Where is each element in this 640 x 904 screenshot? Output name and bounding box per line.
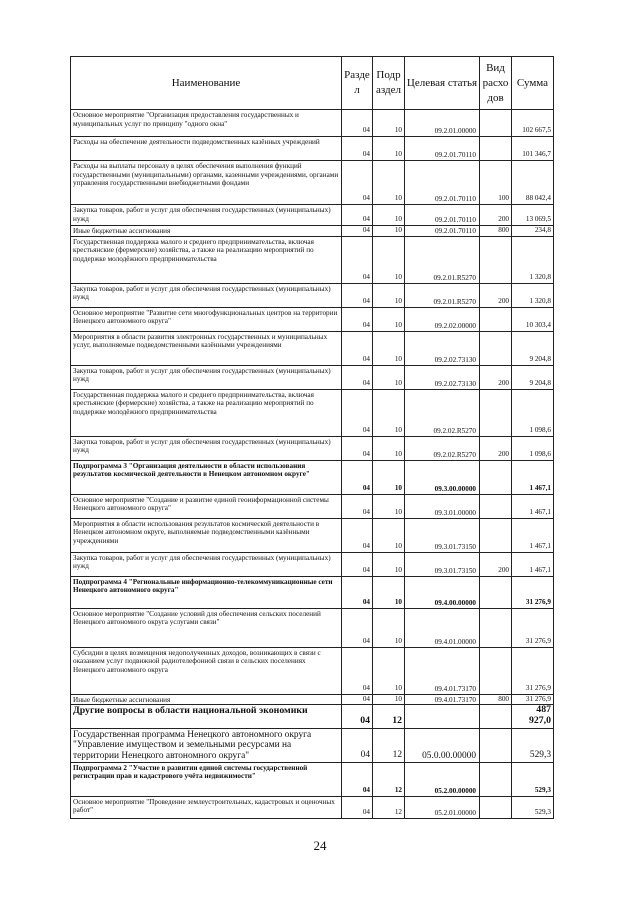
table-row xyxy=(71,705,554,729)
table-row xyxy=(71,762,554,796)
cell-amount: 1 467,1 xyxy=(512,552,554,576)
cell-subsection: 10 xyxy=(373,205,405,226)
cell-target: 09.3.01.73150 xyxy=(405,552,480,576)
cell-name: Субсидии в целях возмещения недополученных доходов, возникающих в связи с оказанием услуг подвижной радиотелефонной связи в сельских поселениях Ненецкого автономного округа xyxy=(71,647,342,694)
cell-subsection: 12 xyxy=(373,796,405,818)
cell-name: Государственная программа Ненецкого автономного округа "Управление имуществом и земельными ресурсами на территории Ненецкого автономного округа" xyxy=(71,728,342,762)
cell-target: 09.2.01.R5270 xyxy=(405,236,480,283)
cell-name: Другие вопросы в области национальной экономики xyxy=(71,705,342,729)
cell-section: 04 xyxy=(342,365,373,389)
cell-section: 04 xyxy=(342,236,373,283)
table-header-row xyxy=(71,57,554,110)
cell-name: Расходы на выплаты персоналу в целях обеспечения выполнения функций государственными (муниципальными) органами, казенными учреждениями, органами управления государственными внебюджетными фондами xyxy=(71,161,342,205)
cell-section: 04 xyxy=(342,796,373,818)
cell-subsection: 10 xyxy=(373,331,405,365)
table-row xyxy=(71,137,554,161)
cell-type xyxy=(480,728,512,762)
cell-section: 04 xyxy=(342,494,373,518)
cell-section: 04 xyxy=(342,205,373,226)
cell-amount: 101 346,7 xyxy=(512,137,554,161)
cell-name: Подпрограмма 3 "Организация деятельности в области использования результатов космической деятельности в Ненецком автономном округе" xyxy=(71,460,342,494)
cell-amount: 10 303,4 xyxy=(512,307,554,331)
table-row xyxy=(71,110,554,137)
table-row xyxy=(71,236,554,283)
cell-section: 04 xyxy=(342,137,373,161)
table-row xyxy=(71,283,554,307)
cell-type xyxy=(480,647,512,694)
cell-amount: 1 320,8 xyxy=(512,236,554,283)
cell-subsection: 10 xyxy=(373,494,405,518)
cell-type xyxy=(480,137,512,161)
cell-section: 04 xyxy=(342,226,373,237)
cell-section: 04 xyxy=(342,283,373,307)
table-row xyxy=(71,389,554,436)
table-row xyxy=(71,436,554,460)
cell-subsection: 10 xyxy=(373,283,405,307)
table-row xyxy=(71,647,554,694)
cell-name: Основное мероприятие "Создание и развитие единой геоинформационной системы Ненецкого автономного округа" xyxy=(71,494,342,518)
cell-amount: 31 276,9 xyxy=(512,694,554,705)
cell-name: Основное мероприятие "Проведение землеустроительных, кадастровых и оценочных работ" xyxy=(71,796,342,818)
header-target: Целевая статья xyxy=(405,57,480,110)
table-row xyxy=(71,796,554,818)
cell-amount: 31 276,9 xyxy=(512,576,554,608)
table-row xyxy=(71,161,554,205)
cell-section: 04 xyxy=(342,161,373,205)
cell-target: 09.2.02.00000 xyxy=(405,307,480,331)
cell-name: Иные бюджетные ассигнования xyxy=(71,226,342,237)
cell-amount: 13 069,5 xyxy=(512,205,554,226)
cell-type xyxy=(480,331,512,365)
cell-subsection: 10 xyxy=(373,552,405,576)
cell-type xyxy=(480,236,512,283)
cell-type xyxy=(480,796,512,818)
table-row xyxy=(71,728,554,762)
cell-target: 09.2.02.R5270 xyxy=(405,389,480,436)
cell-type: 800 xyxy=(480,226,512,237)
cell-subsection: 10 xyxy=(373,161,405,205)
cell-subsection: 10 xyxy=(373,576,405,608)
cell-subsection: 10 xyxy=(373,389,405,436)
cell-section: 04 xyxy=(342,762,373,796)
cell-subsection: 10 xyxy=(373,694,405,705)
cell-subsection: 10 xyxy=(373,608,405,647)
cell-target: 09.2.01.00000 xyxy=(405,110,480,137)
cell-section: 04 xyxy=(342,460,373,494)
header-type: Вид расхо дов xyxy=(480,57,512,110)
cell-target: 05.2.01.00000 xyxy=(405,796,480,818)
cell-amount: 234,8 xyxy=(512,226,554,237)
cell-target: 09.3.01.73150 xyxy=(405,518,480,552)
page-number: 24 xyxy=(313,838,327,853)
cell-target: 09.2.01.R5270 xyxy=(405,283,480,307)
cell-subsection: 10 xyxy=(373,365,405,389)
cell-name: Расходы на обеспечение деятельности подведомственных казённых учреждений xyxy=(71,137,342,161)
header-subsection: Подр аздел xyxy=(373,57,405,110)
cell-name: Государственная поддержка малого и среднего предпринимательства, включая крестьянские (фермерские) хозяйства, а также на реализацию мероприятий по поддержке молодёжного предпринимательства xyxy=(71,389,342,436)
table-row xyxy=(71,518,554,552)
table-row xyxy=(71,365,554,389)
cell-target: 09.2.01.70110 xyxy=(405,161,480,205)
cell-name: Закупка товаров, работ и услуг для обеспечения государственных (муниципальных) нужд xyxy=(71,436,342,460)
table-row xyxy=(71,608,554,647)
table-row xyxy=(71,331,554,365)
cell-amount: 487 927,0 xyxy=(512,705,554,729)
cell-target: 05.2.00.00000 xyxy=(405,762,480,796)
cell-section: 04 xyxy=(342,728,373,762)
cell-section: 04 xyxy=(342,647,373,694)
cell-target: 09.4.01.00000 xyxy=(405,608,480,647)
cell-type: 200 xyxy=(480,283,512,307)
cell-subsection: 10 xyxy=(373,436,405,460)
cell-name: Мероприятия в области использования результатов космической деятельности в Ненецком автономном округе, выполняемые подведомственными казёнными учреждениями xyxy=(71,518,342,552)
cell-target: 09.2.02.R5270 xyxy=(405,436,480,460)
table-row xyxy=(71,226,554,237)
cell-amount: 529,3 xyxy=(512,762,554,796)
cell-target: 09.4.01.73170 xyxy=(405,647,480,694)
cell-target xyxy=(405,705,480,729)
cell-type xyxy=(480,110,512,137)
cell-amount: 1 098,6 xyxy=(512,389,554,436)
cell-amount: 1 098,6 xyxy=(512,436,554,460)
cell-target: 09.2.02.73130 xyxy=(405,331,480,365)
cell-name: Основное мероприятие "Организация предоставления государственных и муниципальных услуг по принципу "одного окна" xyxy=(71,110,342,137)
cell-type: 200 xyxy=(480,205,512,226)
cell-type: 200 xyxy=(480,365,512,389)
cell-amount: 1 467,1 xyxy=(512,460,554,494)
table-row xyxy=(71,576,554,608)
cell-name: Закупка товаров, работ и услуг для обеспечения государственных (муниципальных) нужд xyxy=(71,552,342,576)
cell-target: 09.3.00.00000 xyxy=(405,460,480,494)
cell-type xyxy=(480,608,512,647)
cell-name: Закупка товаров, работ и услуг для обеспечения государственных (муниципальных) нужд xyxy=(71,205,342,226)
cell-type xyxy=(480,494,512,518)
cell-type xyxy=(480,307,512,331)
cell-target: 09.2.02.73130 xyxy=(405,365,480,389)
cell-subsection: 10 xyxy=(373,307,405,331)
cell-section: 04 xyxy=(342,331,373,365)
header-section: Разде л xyxy=(342,57,373,110)
cell-amount: 529,3 xyxy=(512,796,554,818)
cell-target: 09.2.01.70110 xyxy=(405,226,480,237)
table-row xyxy=(71,694,554,705)
cell-amount: 1 320,8 xyxy=(512,283,554,307)
cell-amount: 102 667,5 xyxy=(512,110,554,137)
cell-section: 04 xyxy=(342,694,373,705)
cell-target: 09.4.00.00000 xyxy=(405,576,480,608)
cell-type xyxy=(480,705,512,729)
header-name: Наименование xyxy=(71,57,342,110)
cell-target: 09.2.01.70110 xyxy=(405,137,480,161)
cell-type: 100 xyxy=(480,161,512,205)
cell-subsection: 10 xyxy=(373,110,405,137)
cell-subsection: 10 xyxy=(373,518,405,552)
table-row xyxy=(71,307,554,331)
cell-name: Государственная поддержка малого и среднего предпринимательства, включая крестьянские (фермерские) хозяйства, а также на реализацию мероприятий по поддержке молодёжного предпринимательства xyxy=(71,236,342,283)
cell-type xyxy=(480,389,512,436)
cell-target: 05.0.00.00000 xyxy=(405,728,480,762)
cell-section: 04 xyxy=(342,518,373,552)
cell-target: 09.2.01.70110 xyxy=(405,205,480,226)
cell-target: 09.3.01.00000 xyxy=(405,494,480,518)
cell-name: Иные бюджетные ассигнования xyxy=(71,694,342,705)
cell-name: Основное мероприятие "Развитие сети многофункциональных центров на территории Ненецкого автономного округа" xyxy=(71,307,342,331)
table-row xyxy=(71,494,554,518)
cell-type xyxy=(480,762,512,796)
cell-target: 09.4.01.73170 xyxy=(405,694,480,705)
cell-type: 200 xyxy=(480,436,512,460)
cell-subsection: 10 xyxy=(373,236,405,283)
cell-section: 04 xyxy=(342,389,373,436)
cell-subsection: 12 xyxy=(373,728,405,762)
cell-subsection: 10 xyxy=(373,460,405,494)
cell-amount: 1 467,1 xyxy=(512,494,554,518)
cell-subsection: 10 xyxy=(373,226,405,237)
cell-subsection: 10 xyxy=(373,647,405,694)
cell-type xyxy=(480,518,512,552)
cell-section: 04 xyxy=(342,552,373,576)
header-amount: Сумма xyxy=(512,57,554,110)
cell-section: 04 xyxy=(342,705,373,729)
table-row xyxy=(71,205,554,226)
cell-type xyxy=(480,460,512,494)
budget-table xyxy=(70,56,554,819)
cell-name: Основное мероприятие "Создание условий для обеспечения сельских поселений Ненецкого автономного округа услугами связи" xyxy=(71,608,342,647)
cell-section: 04 xyxy=(342,608,373,647)
table-row xyxy=(71,552,554,576)
cell-name: Подпрограмма 2 "Участие в развитии единой системы государственной регистрации прав и кадастрового учёта недвижимости" xyxy=(71,762,342,796)
cell-section: 04 xyxy=(342,576,373,608)
cell-amount: 31 276,9 xyxy=(512,608,554,647)
cell-name: Закупка товаров, работ и услуг для обеспечения государственных (муниципальных) нужд xyxy=(71,283,342,307)
cell-subsection: 12 xyxy=(373,762,405,796)
cell-name: Мероприятия в области развития электронных государственных и муниципальных услуг, выполняемые подведомственными казёнными учреждениями xyxy=(71,331,342,365)
cell-type xyxy=(480,576,512,608)
cell-section: 04 xyxy=(342,436,373,460)
cell-amount: 1 467,1 xyxy=(512,518,554,552)
cell-section: 04 xyxy=(342,307,373,331)
cell-amount: 9 204,8 xyxy=(512,331,554,365)
cell-type: 200 xyxy=(480,552,512,576)
cell-type: 800 xyxy=(480,694,512,705)
cell-amount: 88 042,4 xyxy=(512,161,554,205)
cell-subsection: 12 xyxy=(373,705,405,729)
cell-name: Закупка товаров, работ и услуг для обеспечения государственных (муниципальных) нужд xyxy=(71,365,342,389)
cell-amount: 31 276,9 xyxy=(512,647,554,694)
table-row xyxy=(71,460,554,494)
cell-amount: 9 204,8 xyxy=(512,365,554,389)
cell-name: Подпрограмма 4 "Региональные информационно-телекоммуникационные сети Ненецкого автономного округа" xyxy=(71,576,342,608)
cell-section: 04 xyxy=(342,110,373,137)
cell-subsection: 10 xyxy=(373,137,405,161)
cell-amount: 529,3 xyxy=(512,728,554,762)
